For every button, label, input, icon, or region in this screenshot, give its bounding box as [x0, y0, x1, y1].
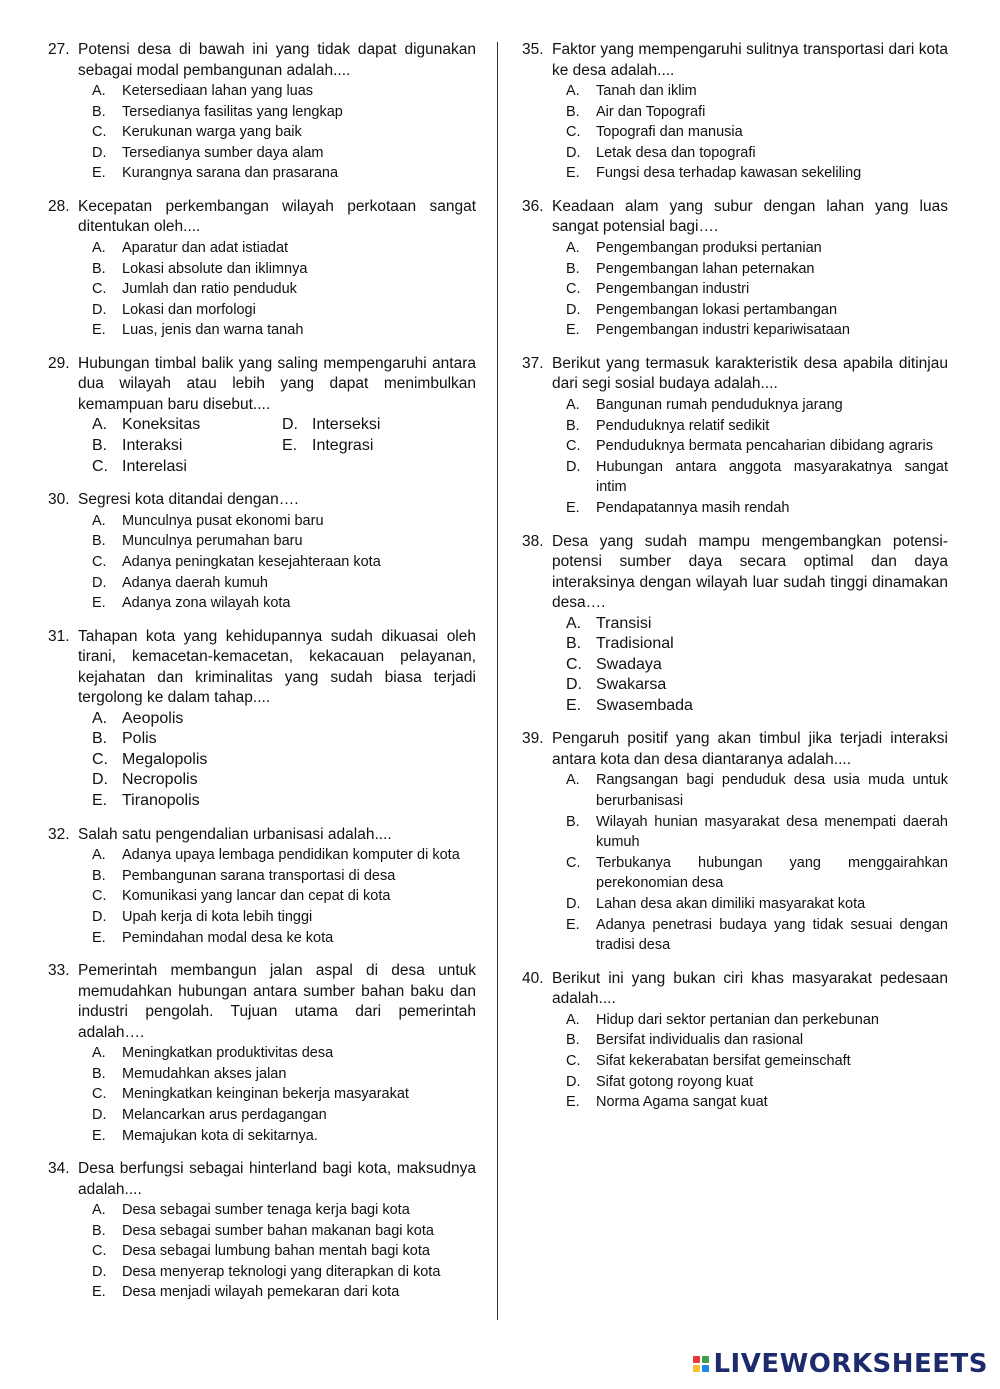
option-letter: D. [282, 416, 298, 434]
option-letter: C. [92, 281, 107, 298]
answer-option-b[interactable] [92, 866, 476, 887]
answer-option-c[interactable] [566, 853, 948, 894]
option-letter: E. [92, 595, 106, 612]
column-divider [497, 42, 498, 1320]
answer-option-b[interactable] [92, 436, 282, 457]
option-letter: C. [92, 457, 108, 475]
option-letter: E. [566, 499, 580, 516]
option-text: Komunikasi yang lancar dan cepat di kota [122, 888, 391, 905]
question-stem [522, 354, 948, 395]
question-32 [48, 825, 476, 948]
option-text: Swasembada [596, 696, 693, 714]
option-text: Polis [122, 730, 157, 748]
option-letter: A. [566, 772, 580, 789]
question-38 [522, 532, 948, 717]
option-letter: B. [92, 103, 106, 120]
option-text: Adanya zona wilayah kota [122, 595, 291, 612]
option-letter: D. [566, 1073, 581, 1090]
answer-option-e[interactable] [566, 915, 948, 956]
answer-option-b[interactable] [92, 531, 476, 552]
option-letter: A. [566, 614, 582, 632]
option-text: Tradisional [596, 635, 674, 653]
answer-option-e[interactable] [566, 1092, 948, 1113]
option-text: Luas, jenis dan warna tanah [122, 322, 304, 339]
answer-option-a[interactable] [566, 1010, 948, 1031]
question-stem [522, 969, 948, 1010]
option-text: Topografi dan manusia [596, 124, 743, 141]
answer-option-c[interactable] [92, 279, 476, 300]
answer-option-d[interactable] [92, 143, 476, 164]
question-number: 40. [522, 969, 544, 987]
option-text: Interaksi [122, 437, 183, 455]
option-text: Necropolis [122, 771, 198, 789]
answer-option-b[interactable] [92, 1064, 476, 1085]
answer-option-a[interactable] [92, 238, 476, 259]
option-letter: C. [92, 1243, 107, 1260]
answer-options [48, 511, 476, 614]
question-stem [48, 825, 476, 846]
question-stem [48, 354, 476, 416]
option-text: Desa sebagai sumber bahan makanan bagi kota [122, 1222, 434, 1239]
option-letter: B. [566, 635, 582, 653]
question-number: 38. [522, 532, 544, 550]
question-stem [522, 197, 948, 238]
option-text: Desa menjadi wilayah pemekaran dari kota [122, 1284, 400, 1301]
option-text: Memudahkan akses jalan [122, 1065, 287, 1082]
question-text: Berikut yang termasuk karakteristik desa apabila ditinjau dari segi sosial budaya adalah.... [552, 354, 948, 393]
question-number: 32. [48, 825, 70, 843]
answer-option-b[interactable] [92, 102, 476, 123]
option-letter: A. [92, 416, 108, 434]
answer-options [522, 1010, 948, 1113]
question-28 [48, 197, 476, 341]
question-30 [48, 490, 476, 613]
answer-option-a[interactable] [92, 845, 476, 866]
option-letter: A. [92, 1202, 106, 1219]
answer-option-c[interactable] [92, 1084, 476, 1105]
answer-options [48, 1043, 476, 1146]
option-letter: D. [92, 771, 108, 789]
option-letter: A. [566, 239, 580, 256]
answer-option-c[interactable] [92, 457, 282, 478]
question-stem [48, 197, 476, 238]
option-text: Bangunan rumah penduduknya jarang [596, 396, 843, 413]
question-31 [48, 627, 476, 812]
option-letter: E. [92, 792, 108, 810]
option-text: Pemindahan modal desa ke kota [122, 929, 334, 946]
question-number: 39. [522, 730, 544, 748]
option-letter: A. [92, 1045, 106, 1062]
answer-option-d[interactable] [92, 573, 476, 594]
option-letter: E. [566, 165, 580, 182]
left-column [48, 40, 476, 1316]
question-stem [48, 40, 476, 81]
option-letter: E. [282, 437, 298, 455]
option-text: Penduduknya relatif sedikit [596, 417, 770, 434]
answer-option-d[interactable] [92, 770, 476, 791]
answer-option-e[interactable] [92, 1126, 476, 1147]
answer-option-e[interactable] [566, 320, 948, 341]
option-letter: C. [566, 854, 581, 871]
option-letter: B. [566, 1032, 580, 1049]
logo-square-green [702, 1356, 709, 1363]
option-text: Bersifat individualis dan rasional [596, 1032, 804, 1049]
answer-option-a[interactable] [92, 415, 282, 436]
question-text: Segresi kota ditandai dengan…. [78, 491, 299, 509]
option-text: Adanya penetrasi budaya yang tidak sesuai dengan tradisi desa [596, 916, 948, 954]
option-text: Rangsangan bagi penduduk desa usia muda untuk berurbanisasi [596, 772, 948, 810]
answer-option-d[interactable] [566, 143, 948, 164]
option-text: Fungsi desa terhadap kawasan sekeliling [596, 165, 862, 182]
option-letter: A. [92, 83, 106, 99]
answer-option-c[interactable] [566, 436, 948, 457]
option-letter: C. [566, 281, 581, 298]
option-letter: C. [566, 1053, 581, 1069]
question-40 [522, 969, 948, 1113]
question-text: Kecepatan perkembangan wilayah perkotaan sangat ditentukan oleh.... [78, 197, 476, 236]
option-letter: A. [92, 709, 108, 727]
question-text: Salah satu pengendalian urbanisasi adalah.... [78, 825, 392, 843]
option-letter: B. [92, 1222, 106, 1239]
option-text: Munculnya pusat ekonomi baru [122, 512, 324, 529]
answer-option-a[interactable] [92, 1043, 476, 1064]
answer-option-a[interactable] [92, 709, 476, 730]
question-stem [522, 40, 948, 81]
option-text: Wilayah hunian masyarakat desa menempati daerah kumuh [596, 813, 948, 851]
question-stem [522, 532, 948, 614]
option-letter: E. [92, 1284, 106, 1301]
option-text: Pembangunan sarana transportasi di desa [122, 867, 396, 884]
option-letter: B. [566, 813, 580, 830]
answer-option-d[interactable] [566, 457, 948, 498]
question-text: Hubungan timbal balik yang saling mempengaruhi antara dua wilayah atau lebih yang dapat menimbulkan kemampuan baru disebut.... [78, 354, 476, 413]
question-36 [522, 197, 948, 341]
option-text: Transisi [596, 614, 652, 632]
question-number: 30. [48, 491, 70, 509]
answer-option-d[interactable] [92, 300, 476, 321]
answer-options [522, 614, 948, 717]
question-text: Berikut ini yang bukan ciri khas masyarakat pedesaan adalah.... [552, 969, 948, 1008]
answer-option-e[interactable] [92, 593, 476, 614]
option-text: Melancarkan arus perdagangan [122, 1106, 327, 1123]
question-33 [48, 961, 476, 1146]
answer-option-b[interactable] [566, 102, 948, 123]
answer-option-d[interactable] [282, 415, 476, 436]
option-text: Norma Agama sangat kuat [596, 1094, 768, 1111]
answer-option-a[interactable] [566, 614, 948, 635]
answer-option-e[interactable] [282, 436, 476, 457]
answer-option-e[interactable] [92, 791, 476, 812]
option-text: Interelasi [122, 457, 187, 475]
question-stem [48, 490, 476, 511]
option-text: Terbukanya hubungan yang menggairahkan perekonomian desa [596, 854, 948, 892]
option-letter: E. [566, 322, 580, 339]
option-letter: C. [566, 438, 581, 455]
answer-option-a[interactable] [92, 511, 476, 532]
option-text: Air dan Topografi [596, 103, 706, 120]
option-text: Pendapatannya masih rendah [596, 499, 790, 516]
option-text: Tersedianya sumber daya alam [122, 144, 324, 161]
option-text: Jumlah dan ratio penduduk [122, 281, 297, 298]
question-text: Desa berfungsi sebagai hinterland bagi kota, maksudnya adalah.... [78, 1160, 476, 1198]
option-text: Tiranopolis [122, 792, 200, 810]
option-letter: B. [92, 730, 108, 748]
answer-option-d[interactable] [566, 894, 948, 915]
option-letter: B. [566, 103, 580, 120]
option-letter: D. [566, 896, 581, 913]
option-letter: E. [566, 696, 582, 714]
option-text: Meningkatkan produktivitas desa [122, 1045, 334, 1062]
answer-options [48, 1200, 476, 1303]
right-column [522, 40, 948, 1126]
answer-option-a[interactable] [566, 238, 948, 259]
answer-options [48, 81, 476, 184]
answer-option-a[interactable] [566, 395, 948, 416]
question-number: 34. [48, 1160, 70, 1178]
liveworksheets-logo[interactable] [693, 1349, 988, 1379]
option-text: Integrasi [312, 437, 374, 455]
option-text: Adanya upaya lembaga pendidikan komputer di kota [122, 847, 460, 864]
answer-options [48, 238, 476, 341]
option-letter: E. [92, 929, 106, 946]
option-letter: B. [566, 417, 580, 434]
answer-option-b[interactable] [92, 1221, 476, 1242]
answer-options [522, 770, 948, 955]
option-letter: B. [92, 533, 106, 550]
option-letter: A. [92, 239, 106, 256]
option-letter: A. [566, 1011, 580, 1028]
answer-option-c[interactable] [566, 655, 948, 676]
answer-option-d[interactable] [566, 1072, 948, 1093]
question-number: 35. [522, 41, 544, 58]
question-stem [522, 729, 948, 770]
answer-option-c[interactable] [92, 1241, 476, 1262]
answer-options [48, 415, 476, 477]
answer-option-a[interactable] [566, 770, 948, 811]
question-stem [48, 961, 476, 1043]
question-text: Faktor yang mempengaruhi sulitnya transportasi dari kota ke desa adalah.... [552, 41, 948, 79]
option-text: Sifat gotong royong kuat [596, 1073, 754, 1090]
question-stem [48, 627, 476, 709]
option-text: Aeopolis [122, 709, 184, 727]
option-letter: A. [92, 847, 106, 864]
option-letter: B. [92, 1065, 106, 1082]
option-letter: B. [92, 260, 106, 277]
question-stem [48, 1159, 476, 1200]
question-text: Pemerintah membangun jalan aspal di desa untuk memudahkan hubungan antara sumber bahan baku dan industri pengolah. Tujuan utama dari pemerintah adalah…. [78, 962, 476, 1041]
answer-option-d[interactable] [566, 300, 948, 321]
answer-option-c[interactable] [566, 279, 948, 300]
option-text: Pengembangan lokasi pertambangan [596, 301, 838, 318]
answer-option-c[interactable] [92, 886, 476, 907]
option-text: Penduduknya bermata pencaharian dibidang agraris [596, 438, 933, 455]
question-number: 27. [48, 41, 70, 58]
question-37 [522, 354, 948, 519]
answer-option-b[interactable] [566, 416, 948, 437]
option-text: Lahan desa akan dimiliki masyarakat kota [596, 896, 866, 913]
answer-option-a[interactable] [92, 81, 476, 102]
answer-option-e[interactable] [92, 320, 476, 341]
option-letter: D. [566, 458, 581, 475]
answer-option-c[interactable] [92, 750, 476, 771]
option-letter: D. [92, 301, 107, 318]
option-text: Munculnya perumahan baru [122, 533, 303, 550]
answer-options [48, 709, 476, 812]
option-letter: D. [92, 144, 107, 161]
option-letter: B. [566, 260, 580, 277]
option-text: Aparatur dan adat istiadat [122, 239, 289, 256]
option-letter: C. [92, 1086, 107, 1103]
option-text: Lokasi dan morfologi [122, 301, 256, 318]
answer-options [522, 238, 948, 341]
option-text: Tanah dan iklim [596, 83, 697, 99]
answer-option-d[interactable] [92, 1105, 476, 1126]
option-text: Pengembangan lahan peternakan [596, 260, 815, 277]
question-29 [48, 354, 476, 477]
option-text: Meningkatkan keinginan bekerja masyarakat [122, 1086, 409, 1103]
option-letter: C. [92, 750, 108, 768]
answer-option-d[interactable] [566, 675, 948, 696]
question-number: 33. [48, 962, 70, 980]
option-text: Pengembangan industri kepariwisataan [596, 322, 850, 339]
answer-option-d[interactable] [92, 1262, 476, 1283]
option-text: Kurangnya sarana dan prasarana [122, 165, 339, 182]
option-text: Pengembangan industri [596, 281, 750, 298]
question-27 [48, 40, 476, 184]
answer-option-b[interactable] [566, 259, 948, 280]
option-letter: C. [92, 124, 107, 141]
question-text: Keadaan alam yang subur dengan lahan yang luas sangat potensial bagi…. [552, 197, 948, 236]
option-letter: D. [92, 1263, 107, 1280]
answer-option-e[interactable] [92, 1282, 476, 1303]
answer-options [522, 395, 948, 519]
answer-option-b[interactable] [92, 729, 476, 750]
option-letter: E. [92, 165, 106, 182]
question-39 [522, 729, 948, 955]
option-letter: B. [92, 437, 108, 455]
option-letter: A. [566, 396, 580, 413]
option-letter: A. [566, 83, 580, 99]
answer-option-c[interactable] [92, 122, 476, 143]
answer-option-c[interactable] [92, 552, 476, 573]
answer-option-a[interactable] [566, 81, 948, 102]
question-number: 31. [48, 627, 70, 645]
option-letter: A. [92, 512, 106, 529]
option-text: Letak desa dan topografi [596, 144, 756, 161]
question-34 [48, 1159, 476, 1303]
option-text: Tersedianya fasilitas yang lengkap [122, 103, 343, 120]
answer-option-b[interactable] [566, 1030, 948, 1051]
answer-option-d[interactable] [92, 907, 476, 928]
question-35 [522, 40, 948, 184]
option-letter: C. [92, 553, 107, 570]
question-number: 36. [522, 197, 544, 215]
option-letter: D. [92, 1106, 107, 1123]
option-text: Koneksitas [122, 416, 201, 434]
option-text: Kerukunan warga yang baik [122, 124, 302, 141]
answer-option-e[interactable] [566, 163, 948, 184]
logo-text: LIVEWORKSHEETS [713, 1349, 988, 1379]
answer-option-c[interactable] [566, 122, 948, 143]
option-letter: D. [566, 676, 582, 694]
question-text: Potensi desa di bawah ini yang tidak dapat digunakan sebagai modal pembangunan adalah.... [78, 41, 476, 79]
answer-option-a[interactable] [92, 1200, 476, 1221]
answer-option-b[interactable] [92, 259, 476, 280]
option-text: Desa sebagai sumber tenaga kerja bagi kota [122, 1202, 410, 1219]
option-text: Upah kerja di kota lebih tinggi [122, 908, 313, 925]
option-text: Adanya daerah kumuh [122, 574, 268, 591]
option-letter: C. [566, 124, 581, 141]
question-number: 29. [48, 354, 70, 372]
answer-option-e[interactable] [566, 696, 948, 717]
answer-options [48, 845, 476, 948]
liveworksheets-mark-icon [693, 1356, 709, 1372]
option-letter: C. [566, 655, 582, 673]
option-text: Swadaya [596, 655, 662, 673]
option-text: Hidup dari sektor pertanian dan perkebunan [596, 1011, 879, 1028]
answer-option-c[interactable] [566, 1051, 948, 1072]
option-text: Swakarsa [596, 676, 667, 694]
answer-option-e[interactable] [92, 163, 476, 184]
option-text: Ketersediaan lahan yang luas [122, 83, 314, 99]
option-text: Pengembangan produksi pertanian [596, 239, 822, 256]
question-text: Tahapan kota yang kehidupannya sudah dikuasai oleh tirani, kemacetan-kemacetan, kekacauan pelayanan, kejahatan dan kriminalitas yang sudah biasa terjadi tergolong ke dalam tahap.... [78, 627, 476, 707]
logo-square-yellow [693, 1365, 700, 1372]
option-letter: D. [566, 144, 581, 161]
option-text: Desa sebagai lumbung bahan mentah bagi kota [122, 1243, 430, 1260]
option-letter: D. [92, 908, 107, 925]
option-letter: E. [92, 1127, 106, 1144]
option-letter: D. [92, 574, 107, 591]
answer-option-b[interactable] [566, 634, 948, 655]
option-text: Hubungan antara anggota masyarakatnya sangat intim [596, 458, 948, 496]
question-text: Desa yang sudah mampu mengembangkan potensi-potensi sumber daya secara optimal dan daya interaksinya dengan wilayah luar sudah tinggi dinamakan desa…. [552, 532, 948, 611]
question-text: Pengaruh positif yang akan timbul jika terjadi interaksi antara kota dan desa diantaranya adalah.... [552, 730, 948, 768]
option-text: Memajukan kota di sekitarnya. [122, 1127, 318, 1144]
option-letter: E. [566, 1094, 580, 1111]
answer-option-e[interactable] [92, 928, 476, 949]
answer-option-e[interactable] [566, 498, 948, 519]
answer-options [522, 81, 948, 184]
logo-square-red [693, 1356, 700, 1363]
option-text: Megalopolis [122, 750, 208, 768]
option-text: Adanya peningkatan kesejahteraan kota [122, 553, 381, 570]
option-text: Interseksi [312, 416, 381, 434]
option-letter: E. [566, 916, 580, 933]
answer-option-b[interactable] [566, 812, 948, 853]
logo-square-blue [702, 1365, 709, 1372]
option-text: Lokasi absolute dan iklimnya [122, 260, 308, 277]
option-text: Sifat kekerabatan bersifat gemeinschaft [596, 1053, 851, 1069]
option-letter: B. [92, 867, 106, 884]
option-letter: C. [92, 888, 107, 905]
option-letter: D. [566, 301, 581, 318]
option-text: Desa menyerap teknologi yang diterapkan di kota [122, 1263, 441, 1280]
question-number: 37. [522, 354, 544, 372]
option-letter: E. [92, 322, 106, 339]
question-number: 28. [48, 197, 70, 215]
